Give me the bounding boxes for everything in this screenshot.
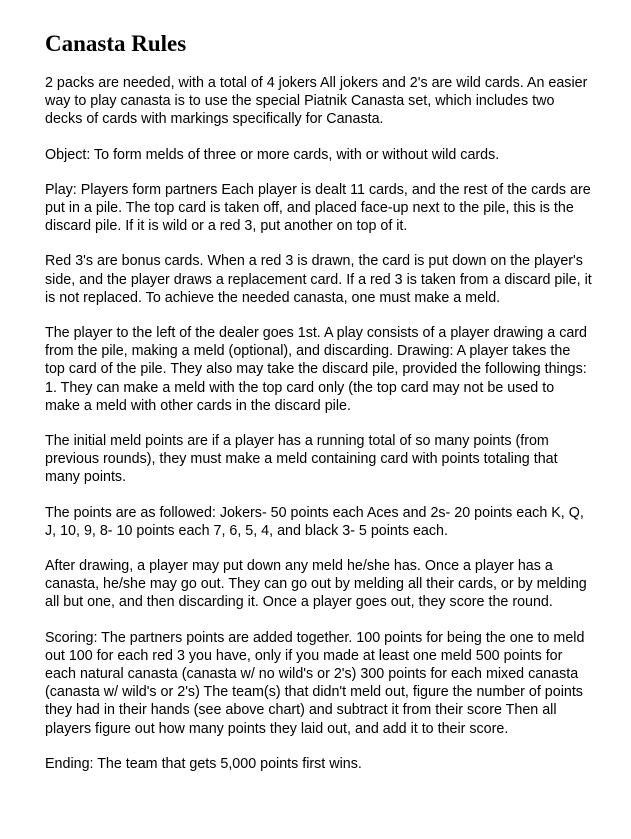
paragraph-going-out: After drawing, a player may put down any meld he/she has. Once a player has a canasta, he/she may go out. They can go out by melding all their cards, or by melding all but one, and then discarding it. Once a player goes out, they score the round. [45,558,587,611]
paragraph-points: The points are as followed: Jokers- 50 points each Aces and 2s- 20 points each K, Q, J, 10, 9, 8- 10 points each 7, 6, 5, 4, and black 3- 5 points each. [45,504,584,539]
document-title: Canasta Rules [45,31,187,56]
paragraph-play: Play: Players form partners Each player is dealt 11 cards, and the rest of the cards are put in a pile. The top card is taken off, and placed face-up next to the pile, this is the discard pile. If it is wild or a red 3, put another on top of it. [45,181,591,235]
paragraph-equipment: 2 packs are needed, with a total of 4 jokers All jokers and 2's are wild cards. An easier way to play canasta is to use the special Piatnik Canasta set, which includes two decks of cards with markings specifically for Canasta. [45,75,588,128]
paragraph-scoring: Scoring: The partners points are added together. 100 points for being the one to meld out 100 for each red 3 you have, only if you made at least one meld 500 points for each natural canasta (canasta w/ no wild's or 2's) 300 points for each mixed canasta (canasta w/ wild's or 2's) The team(s) that didn't meld out, figure the number of points they had in their hands (see above chart) and subtract it from their score Then all players figure out how many points they laid out, and add it to their score. [45,629,585,737]
paragraph-initial-meld: The initial meld points are if a player has a running total of so many points (from previous rounds), they must make a meld containing card with points totaling that many points. [45,433,558,486]
paragraph-ending: Ending: The team that gets 5,000 points first wins. [45,755,362,772]
paragraph-turn: The player to the left of the dealer goes 1st. A play consists of a player drawing a card from the pile, making a meld (optional), and discarding. Drawing: A player takes the top card of the pile. They also may take the discard pile, provided the following things: 1. They can make a meld with the top card only (the top card may not be used to make a meld with other cards in the discard pile. [45,325,588,414]
paragraph-object: Object: To form melds of three or more cards, with or without wild cards. [45,146,500,163]
paragraph-red-threes: Red 3's are bonus cards. When a red 3 is drawn, the card is put down on the player's side, and the player draws a replacement card. If a red 3 is taken from a discard pile, it is not replaced. To achieve the needed canasta, one must make a meld. [45,253,592,306]
